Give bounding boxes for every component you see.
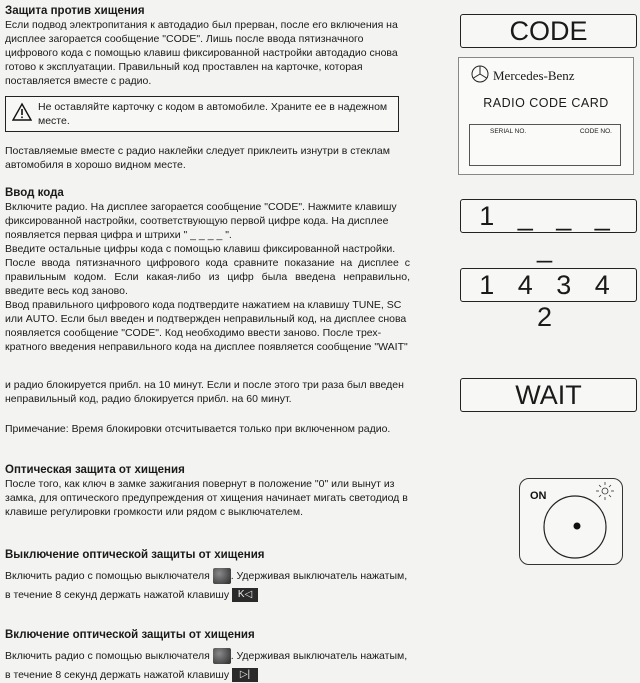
display-first-digit: 1 _ _ _ _ xyxy=(460,199,637,233)
paragraph: После того, как ключ в замке зажигания повернут в положение "0" или вынут из замка, для оптического предупреждения от хищения начинает мигать светодиод в клавише регулировки громкости или рядом с выключателем. xyxy=(5,478,408,518)
section-optical-off xyxy=(5,548,410,602)
section-title: Защита против хищения xyxy=(5,5,145,17)
section-code-entry xyxy=(5,186,410,354)
note: Примечание: Время блокировки отсчитывается только при включенном радио. xyxy=(5,423,391,435)
instruction-text: Включить радио с помощью выключателя xyxy=(5,569,210,582)
warning-box xyxy=(5,96,399,132)
instruction-line xyxy=(5,568,410,584)
display-code: CODE xyxy=(460,14,637,48)
led-icon xyxy=(596,482,614,500)
next-key-icon: ▷| xyxy=(232,668,258,682)
code-label: CODE NO. xyxy=(579,128,612,135)
instruction-text: . Удерживая выключатель нажатым, xyxy=(230,649,408,662)
card-fields xyxy=(469,124,621,166)
knob-illustration xyxy=(520,479,622,564)
section-title: Включение оптической защиты от хищения xyxy=(5,629,255,641)
section-title: Ввод кода xyxy=(5,187,64,199)
radio-knob-diagram xyxy=(519,478,623,565)
note-block xyxy=(5,422,410,436)
section-title: Выключение оптической защиты от хищения xyxy=(5,549,265,561)
paragraph: Поставляемые вместе с радио наклейки следует приклеить изнутри в стеклам автомобиля в хорошо видном месте. xyxy=(5,145,390,171)
radio-code-card xyxy=(458,57,634,175)
paragraph: Если подвод электропитания к автодадио был прерван, после его включения на дисплее загорается сообщение "CODE". Лишь после ввода пятизначного цифрового кода с помощью клавиш фиксированной настройки автодадио снова готово к эксплуатации. Правильный код проставлен на карточке, которая поставляется вместе с радио. xyxy=(5,19,398,87)
mercedes-star-icon xyxy=(471,65,489,83)
display-full-code: 1 4 3 4 2 xyxy=(460,268,637,302)
paragraph: Ввод правильного цифрового кода подтвердите нажатием на клавишу TUNE, SC или AUTO. Если был введен и подтвержден неправильный код, на дисплее снова появляется сообщение "CODE". Код необходимо ввести заново. После трех-кратного введения неправильного кода на дисплее появляется сообщение "WAIT" xyxy=(5,299,408,353)
led-dot xyxy=(574,523,581,530)
instruction-text: в течение 8 секунд держать нажатой клавишу xyxy=(5,669,230,681)
paragraph: Введите остальные цифры кода с помощью клавиш фиксированной настройки. xyxy=(5,243,396,255)
instruction-text: в течение 8 секунд держать нажатой клавишу xyxy=(5,589,230,601)
section-anti-theft xyxy=(5,4,410,88)
power-button-icon xyxy=(213,568,231,584)
display-wait: WAIT xyxy=(460,378,637,412)
section-title: Оптическая защита от хищения xyxy=(5,464,185,476)
prev-key-icon: K◁ xyxy=(232,588,258,602)
section-optical-on xyxy=(5,628,410,682)
on-label: ON xyxy=(530,490,547,502)
card-brand: Mercedes-Benz xyxy=(493,68,575,83)
paragraph: Включите радио. На дисплее загорается сообщение "CODE". Нажмите клавишу фиксированной настройки, соответствующую первой цифре кода. На дисплее появляется первая цифра и штрихи " _ _ _ _ ". xyxy=(5,201,397,241)
section-optical-protection xyxy=(5,463,410,519)
instruction-text: Включить радио с помощью выключателя xyxy=(5,649,210,662)
card-title: RADIO CODE CARD xyxy=(483,96,609,110)
warning-text: Не оставляйте карточку с кодом в автомобиле. Храните ее в надежном месте. xyxy=(38,101,388,127)
warning-icon xyxy=(12,102,32,122)
paragraph: и радио блокируется прибл. на 10 минут. Если и после этого три раза был введен неправильный код, радио блокируется прибл. на 60 минут. xyxy=(5,379,404,405)
instruction-line xyxy=(5,588,410,602)
instruction-line xyxy=(5,648,410,664)
serial-label: SERIAL NO. xyxy=(490,128,527,135)
power-button-icon xyxy=(213,648,231,664)
wait-block xyxy=(5,378,410,406)
stickers-note xyxy=(5,144,410,172)
instruction-text: . Удерживая выключатель нажатым, xyxy=(230,569,408,582)
instruction-line xyxy=(5,668,410,682)
paragraph: После ввода пятизначного цифрового кода сравните показание на дисплее с правильным кодом. Если какая-либо из цифр была введена неправильно, введите весь код заново. xyxy=(5,257,410,297)
